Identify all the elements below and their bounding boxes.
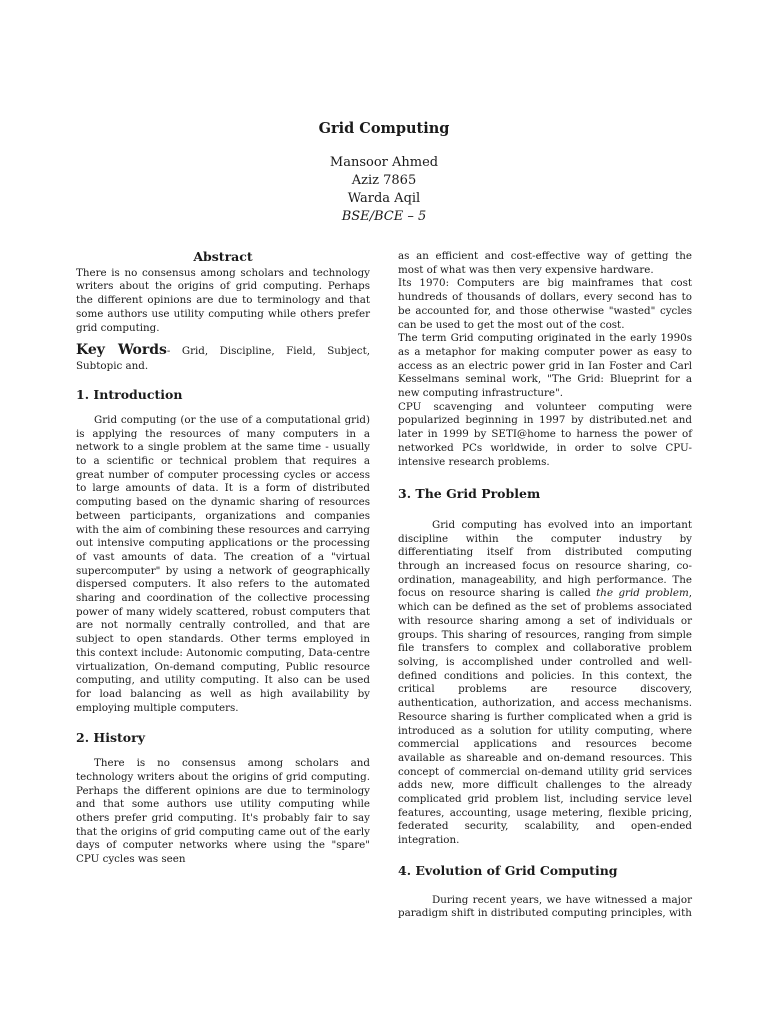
history-paragraph-continued: as an efficient and cost-effective way of getting the most of what was then very expensive hardware. (398, 250, 692, 276)
author-name: Warda Aqil (347, 191, 421, 206)
left-column (76, 250, 370, 867)
grid-problem-paragraph (398, 519, 692, 848)
introduction-paragraph: Grid computing (or the use of a computational grid) is applying the resources of many computers in a network to a single problem at the same time - usually to a scientific or technical problem that requires a great number of computer processing cycles or access to large amounts of data. It is a form of distributed computing based on the dynamic sharing of resources between participants, organizations and companies with the aim of combining these resources and carrying out intensive computing applications or the processing of vast amounts of data. The creation of a "virtual supercomputer" by using a network of geographically dispersed computers. It also refers to the automated sharing and coordination of the collective processing power of many widely scattered, robust computers that are not normally centrally controlled, and that are subject to open standards. Other terms employed in this context include: Autonomic computing, Data-centre virtualization, On-demand computing, Public resource computing, and utility computing. It also can be used for load balancing as well as high availability by employing multiple computers. (76, 413, 370, 714)
section-heading-evolution: 4. Evolution of Grid Computing (398, 862, 618, 878)
grid-problem-text-a: Grid computing has evolved into an important discipline within the computer industry by differentiating itself from distributed computing through an increased focus on resource sharing, co-ordination, manageability, and high performance. The focus on resource sharing is called (398, 518, 692, 600)
section-heading-grid-problem: 3. The Grid Problem (398, 486, 541, 502)
history-paragraph: There is no consensus among scholars and technology writers about the origins of grid computing. Perhaps the different opinions are due to terminology and that some authors use utility computing while others prefer grid computing. It's probably fair to say that the origins of grid computing came out of the early days of computer networks where using the "spare" CPU cycles was seen (76, 757, 370, 866)
author-name: Mansoor Ahmed (329, 155, 439, 170)
section-heading-introduction: 1. Introduction (76, 387, 183, 403)
keywords-label: Key Words (76, 342, 167, 359)
affiliation: BSE/BCE – 5 (341, 209, 427, 224)
grid-problem-term: the grid problem (596, 587, 689, 600)
evolution-paragraph: During recent years, we have witnessed a major paradigm shift in distributed computing principles, with (398, 893, 692, 920)
keywords-text: - Grid, Discipline, Field, Subject, Subtopic and. (76, 345, 370, 373)
right-column (398, 250, 692, 921)
section-heading-history: 2. History (76, 730, 145, 746)
abstract-text: There is no consensus among scholars and technology writers about the origins of grid computing. Perhaps the different opinions are due to terminology and that some authors use utility computing while others prefer grid computing. (76, 266, 370, 334)
grid-problem-text-b: , which can be defined as the set of problems associated with resource sharing among a set of individuals or groups. This sharing of resources, ranging from simple file transfers to complex and collaborative problem solving, is accomplished under controlled and well-defined conditions and policies. In this context, the critical problems are resource discovery, authentication, authorization, and access mechanisms. Resource sharing is further complicated when a grid is introduced as a solution for utility computing, where commercial applications and resources become available as shareable and on-demand resources. This concept of commercial on-demand utility grid services adds new, more difficult challenges to the already complicated grid problem list, including service level features, accounting, usage metering, flexible pricing, federated security, scalability, and open-ended integration. (398, 587, 692, 847)
author-name: Aziz 7865 (351, 173, 417, 188)
author-block (0, 154, 768, 226)
abstract-heading: Abstract (193, 249, 253, 264)
keywords (76, 343, 370, 374)
history-paragraph-3: The term Grid computing originated in the early 1990s as a metaphor for making computer power as easy to access as an electric power grid in Ian Foster and Carl Kesselmans seminal work, "The Grid: Blueprint for a new computing infrastructure". (398, 332, 692, 400)
paper-title: Grid Computing (318, 120, 450, 137)
history-paragraph-4: CPU scavenging and volunteer computing were popularized beginning in 1997 by distributed.net and later in 1999 by SETI@home to harness the power of networked PCs worldwide, in order to solve CPU-intensive research problems. (398, 400, 692, 468)
history-paragraph-2: Its 1970: Computers are big mainframes that cost hundreds of thousands of dollars, every second has to be accounted for, and those otherwise "wasted" cycles can be used to get the most out of the cost. (398, 277, 692, 331)
